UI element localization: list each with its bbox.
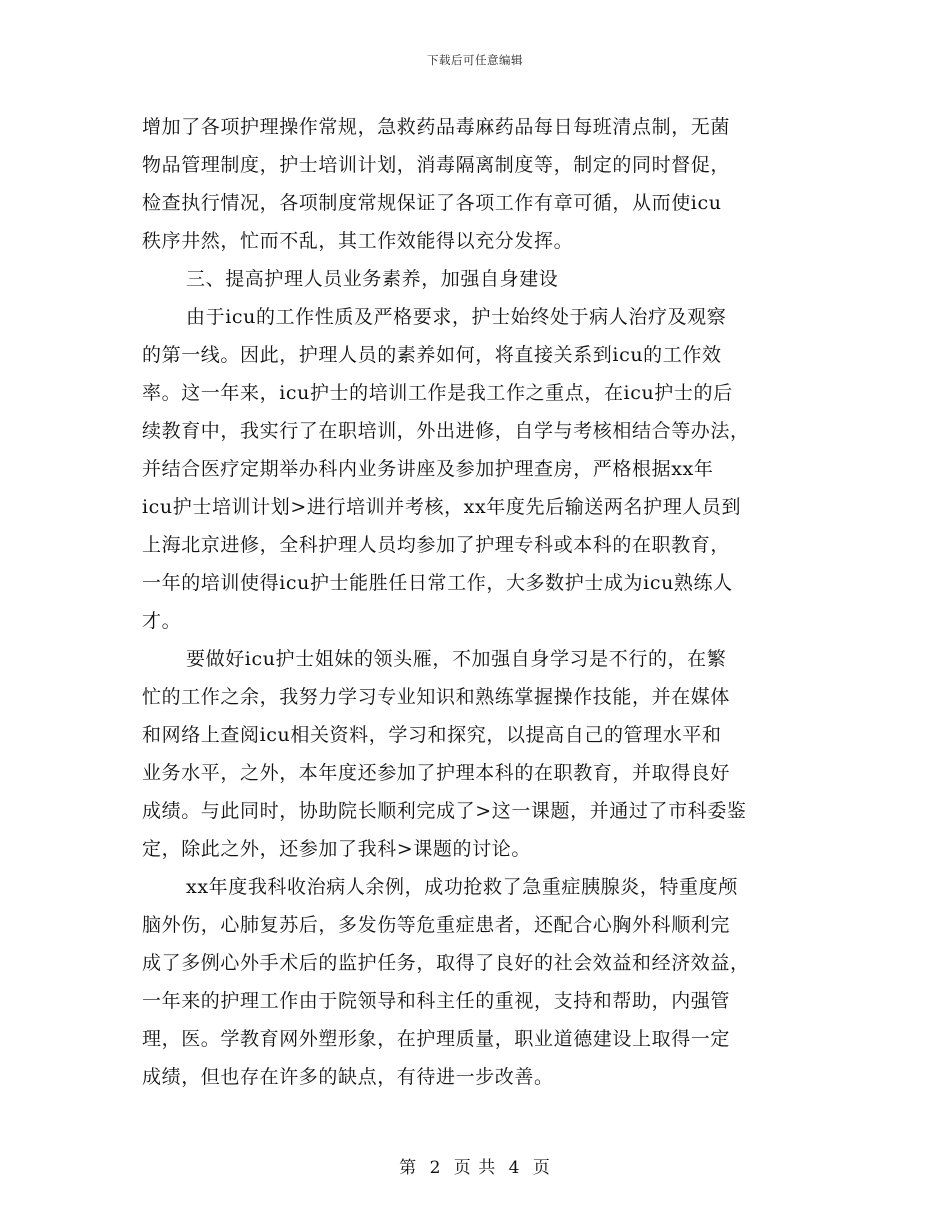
body-line: xx年度我科收治病人余例，成功抢救了急重症胰腺炎，特重度颅: [186, 876, 738, 898]
body-line: 成绩，但也存在许多的缺点，有待进一步改善。: [142, 1066, 554, 1088]
document-body: [142, 108, 812, 1096]
body-line: 成绩。与此同时，协助院长顺利完成了>这一课题，并通过了市科委鉴: [142, 800, 747, 822]
footer-suffix: 页: [532, 1158, 551, 1178]
body-line: 忙的工作之余，我努力学习专业知识和熟练掌握操作技能，并在媒体: [142, 686, 731, 708]
total-page-count: 4: [508, 1158, 521, 1178]
body-line: 一年的培训使得icu护士能胜任日常工作，大多数护士成为icu熟练人: [142, 572, 733, 594]
body-line: 的第一线。因此，护理人员的素养如何，将直接关系到icu的工作效: [142, 344, 722, 366]
body-line: 业务水平，之外，本年度还参加了护理本科的在职教育，并取得良好: [142, 762, 731, 784]
footer-middle: 页 共: [453, 1158, 497, 1178]
current-page-number: 2: [429, 1158, 442, 1178]
body-line: 率。这一年来，icu护士的培训工作是我工作之重点，在icu护士的后: [142, 382, 733, 404]
body-line: 定，除此之外，还参加了我科>课题的讨论。: [142, 838, 531, 860]
body-line: 一年来的护理工作由于院领导和科主任的重视，支持和帮助，内强管: [142, 990, 731, 1012]
page-footer: [0, 1153, 950, 1178]
body-line: 检查执行情况，各项制度常规保证了各项工作有章可循，从而使icu: [142, 192, 722, 214]
body-line: 脑外伤，心肺复苏后，多发伤等危重症患者，还配合心胸外科顺利完: [142, 914, 731, 936]
body-line: icu护士培训计划>进行培训并考核，xx年度先后输送两名护理人员到: [142, 496, 742, 518]
page-header: 下载后可任意编辑: [427, 53, 523, 67]
body-line: 秩序井然，忙而不乱，其工作效能得以充分发挥。: [142, 230, 574, 252]
body-line: 理，医。学教育网外塑形象，在护理质量，职业道德建设上取得一定: [142, 1028, 731, 1050]
body-line: 上海北京进修，全科护理人员均参加了护理专科或本科的在职教育，: [142, 534, 731, 556]
body-line: 成了多例心外手术后的监护任务，取得了良好的社会效益和经济效益，: [142, 952, 750, 974]
body-line: 增加了各项护理操作常规，急救药品毒麻药品每日每班清点制，无菌: [142, 116, 731, 138]
body-line: 续教育中，我实行了在职培训，外出进修，自学与考核相结合等办法，: [142, 420, 750, 442]
body-line: 由于icu的工作性质及严格要求，护士始终处于病人治疗及观察: [186, 306, 727, 328]
body-line: 才。: [142, 610, 182, 632]
body-line: 和网络上查阅icu相关资料，学习和探究，以提高自己的管理水平和: [142, 724, 722, 746]
footer-prefix: 第: [399, 1158, 418, 1178]
body-line: 要做好icu护士姐妹的领头雁，不加强自身学习是不行的，在繁: [186, 648, 727, 670]
body-line: 物品管理制度，护士培训计划，消毒隔离制度等，制定的同时督促，: [142, 154, 731, 176]
section-heading: 三、提高护理人员业务素养，加强自身建设: [186, 268, 559, 290]
body-line: 并结合医疗定期举办科内业务讲座及参加护理查房，严格根据xx年: [142, 458, 714, 480]
